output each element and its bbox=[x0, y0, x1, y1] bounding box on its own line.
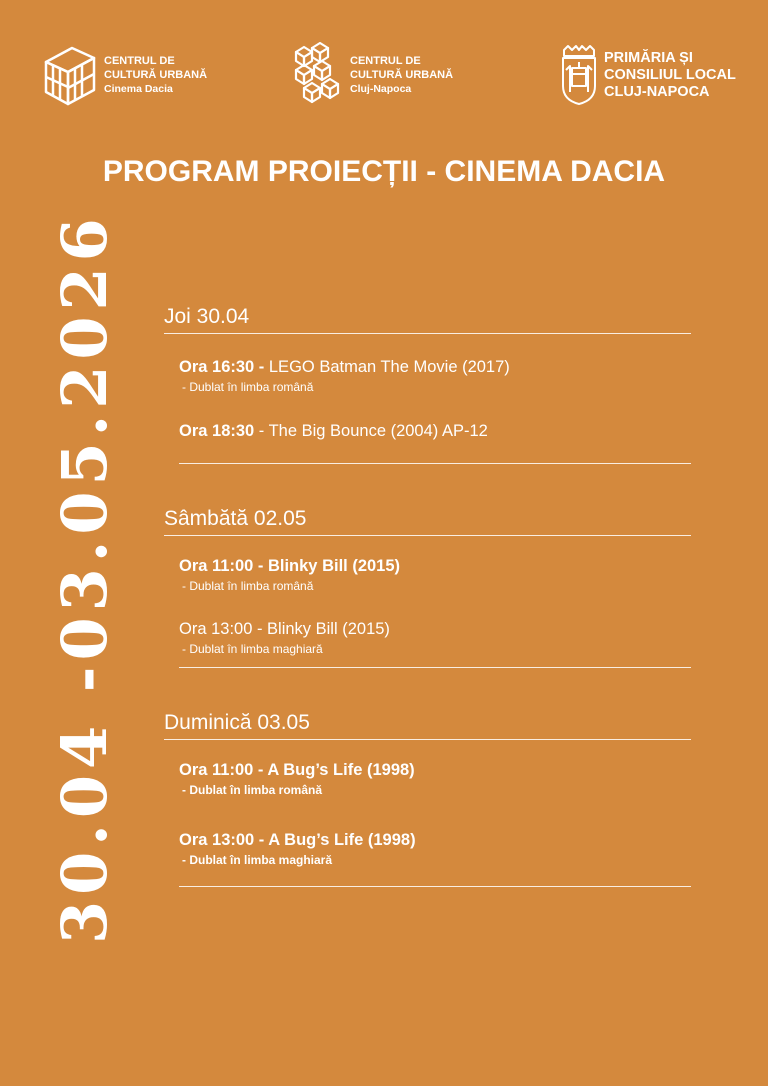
logo-line: CENTRUL DE bbox=[104, 55, 175, 67]
day-heading: Joi 30.04 bbox=[164, 304, 691, 334]
day-heading: Sâmbătă 02.05 bbox=[164, 506, 691, 536]
screening-item bbox=[179, 556, 400, 594]
screening-line: Ora 13:00 - Blinky Bill (2015) bbox=[179, 620, 390, 638]
screening-title: - The Big Bounce (2004) AP-12 bbox=[254, 422, 488, 440]
page-title: PROGRAM PROIECȚII - CINEMA DACIA bbox=[102, 155, 666, 188]
day-saturday bbox=[164, 506, 691, 536]
divider bbox=[179, 463, 691, 464]
screening-time: Ora 18:30 bbox=[179, 422, 255, 440]
logo-primaria-cluj-napoca bbox=[560, 44, 736, 106]
screening-item bbox=[179, 760, 415, 798]
screening-note: - Dublat în limba română bbox=[182, 380, 314, 394]
date-range: 30.04 -03.05.2026 bbox=[48, 212, 121, 944]
screening-item bbox=[179, 421, 488, 441]
screening-line: Ora 13:00 - A Bug’s Life (1998) bbox=[179, 831, 416, 849]
cubes-icon bbox=[292, 42, 342, 108]
screening-time: Ora 16:30 - bbox=[179, 358, 265, 376]
logo-line: Cluj-Napoca bbox=[350, 83, 412, 95]
logo-line: Cinema Dacia bbox=[104, 83, 173, 95]
logo-line: CULTURĂ URBANĂ bbox=[350, 69, 454, 81]
logo-ccu-cluj-napoca bbox=[292, 42, 453, 108]
day-sunday bbox=[164, 710, 691, 740]
screening-line: Ora 11:00 - A Bug’s Life (1998) bbox=[179, 761, 415, 779]
divider bbox=[179, 667, 691, 668]
cinema-building-icon bbox=[44, 42, 96, 108]
logo-line: CENTRUL DE bbox=[350, 55, 421, 67]
screening-note: - Dublat în limba română bbox=[182, 579, 314, 593]
screening-item bbox=[179, 830, 416, 868]
logo-ccu-cinema-dacia bbox=[44, 42, 207, 108]
screening-item bbox=[179, 357, 510, 395]
screening-note: - Dublat în limba maghiară bbox=[182, 642, 323, 656]
logo-line: CONSILIUL LOCAL bbox=[604, 66, 736, 83]
logo-line: PRIMĂRIA ȘI bbox=[604, 49, 693, 66]
logo-line: CULTURĂ URBANĂ bbox=[104, 69, 208, 81]
screening-line: Ora 11:00 - Blinky Bill (2015) bbox=[179, 557, 401, 575]
screening-note: - Dublat în limba română bbox=[182, 783, 323, 797]
screening-note: - Dublat în limba maghiară bbox=[182, 853, 333, 867]
divider bbox=[179, 886, 691, 887]
screening-title: LEGO Batman The Movie (2017) bbox=[264, 358, 510, 376]
day-heading: Duminică 03.05 bbox=[164, 710, 691, 740]
coat-of-arms-icon bbox=[560, 44, 598, 106]
screening-item bbox=[179, 619, 390, 657]
day-thursday bbox=[164, 304, 691, 334]
logo-line: CLUJ-NAPOCA bbox=[604, 83, 710, 100]
